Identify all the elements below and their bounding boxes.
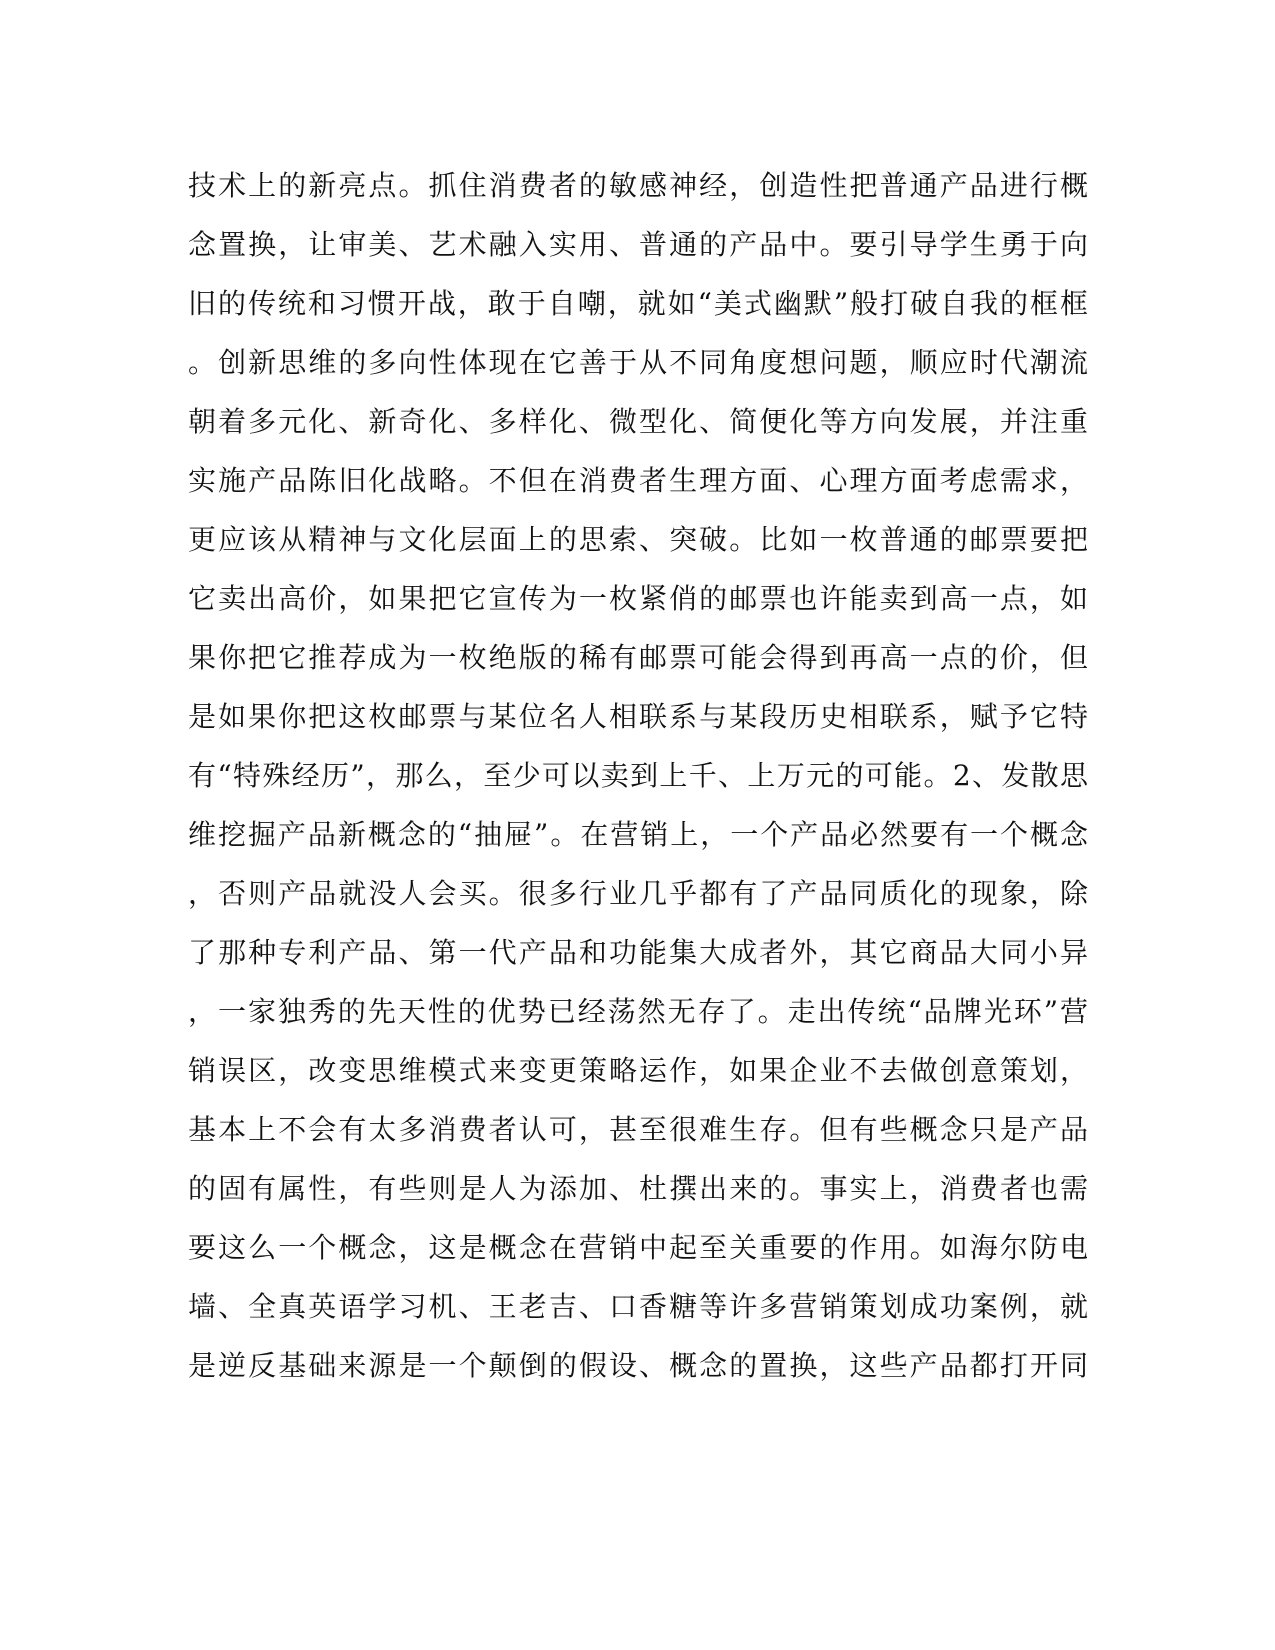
text-line-16: 销误区，改变思维模式来变更策略运作，如果企业不去做创意策划， bbox=[188, 1054, 1088, 1087]
text-line-15: ，一家独秀的先天性的优势已经荡然无存了。走出传统“品牌光环”营 bbox=[188, 995, 1088, 1028]
body-paragraph bbox=[188, 156, 1088, 1395]
text-line-9: 果你把它推荐成为一枚绝版的稀有邮票可能会得到再高一点的价，但 bbox=[188, 641, 1088, 674]
text-line-12: 维挖掘产品新概念的“抽屉”。在营销上，一个产品必然要有一个概念 bbox=[188, 818, 1088, 851]
text-line-20: 墙、全真英语学习机、王老吉、口香糖等许多营销策划成功案例，就 bbox=[188, 1290, 1088, 1323]
text-line-11: 有“特殊经历”，那么，至少可以卖到上千、上万元的可能。2、发散思 bbox=[188, 759, 1088, 792]
text-line-6: 实施产品陈旧化战略。不但在消费者生理方面、心理方面考虑需求， bbox=[188, 464, 1088, 497]
text-line-19: 要这么一个概念，这是概念在营销中起至关重要的作用。如海尔防电 bbox=[188, 1231, 1088, 1264]
text-line-17: 基本上不会有太多消费者认可，甚至很难生存。但有些概念只是产品 bbox=[188, 1113, 1088, 1146]
text-line-3: 旧的传统和习惯开战，敢于自嘲，就如“美式幽默”般打破自我的框框 bbox=[188, 287, 1088, 320]
text-line-21: 是逆反基础来源是一个颠倒的假设、概念的置换，这些产品都打开同 bbox=[188, 1349, 1088, 1382]
text-line-4: 。创新思维的多向性体现在它善于从不同角度想问题，顺应时代潮流 bbox=[188, 346, 1088, 379]
text-line-13: ，否则产品就没人会买。很多行业几乎都有了产品同质化的现象，除 bbox=[188, 877, 1088, 910]
text-line-2: 念置换，让审美、艺术融入实用、普通的产品中。要引导学生勇于向 bbox=[188, 228, 1088, 261]
text-line-8: 它卖出高价，如果把它宣传为一枚紧俏的邮票也许能卖到高一点，如 bbox=[188, 582, 1088, 615]
text-line-14: 了那种专利产品、第一代产品和功能集大成者外，其它商品大同小异 bbox=[188, 936, 1088, 969]
text-line-1: 技术上的新亮点。抓住消费者的敏感神经，创造性把普通产品进行概 bbox=[188, 169, 1088, 202]
text-line-5: 朝着多元化、新奇化、多样化、微型化、简便化等方向发展，并注重 bbox=[188, 405, 1088, 438]
text-line-10: 是如果你把这枚邮票与某位名人相联系与某段历史相联系，赋予它特 bbox=[188, 700, 1088, 733]
text-line-18: 的固有属性，有些则是人为添加、杜撰出来的。事实上，消费者也需 bbox=[188, 1172, 1088, 1205]
text-line-7: 更应该从精神与文化层面上的思索、突破。比如一枚普通的邮票要把 bbox=[188, 523, 1088, 556]
